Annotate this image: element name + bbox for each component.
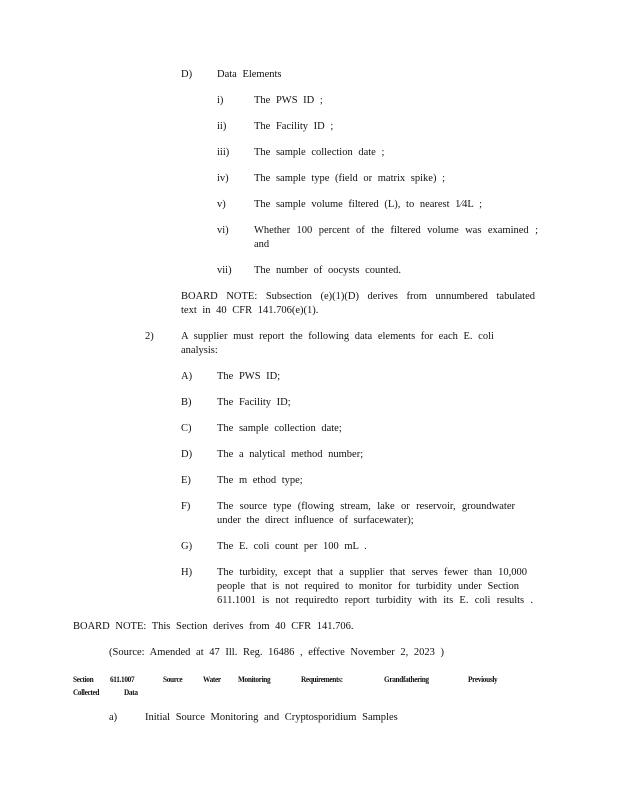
list-item-number: H)	[181, 567, 193, 578]
list-item-text: The a nalytical method number;	[217, 449, 364, 460]
section-2-intro-continued: analysis:	[181, 345, 218, 356]
board-note-line: text in 40 CFR 141.706(e)(1).	[181, 305, 319, 316]
section-d-label: D)	[181, 69, 193, 80]
list-item-text: Whether 100 percent of the filtered volume was examined ;	[254, 225, 538, 236]
list-item-text: The sample collection date ;	[254, 147, 385, 158]
list-item-text: The PWS ID ;	[254, 95, 323, 106]
subsection-a-title: Initial Source Monitoring and Cryptosporidium Samples	[145, 712, 398, 723]
board-note: BOARD NOTE: This Section derives from 40 CFR 141.706.	[73, 621, 354, 632]
board-note-line: BOARD NOTE: Subsection (e)(1)(D) derives from unnumbered tabulated	[181, 291, 535, 302]
section-heading-word: Source	[163, 674, 183, 684]
list-item-text: The sample type (field or matrix spike) ;	[254, 173, 445, 184]
list-item-text: The m ethod type;	[217, 475, 303, 486]
list-item-number: v)	[217, 199, 226, 210]
section-heading-word: Grandfathering	[384, 674, 429, 684]
source-note: (Source: Amended at 47 Ill. Reg. 16486 , effective November 2, 2023 )	[109, 647, 444, 658]
section-heading-word: Water	[203, 674, 221, 684]
list-item-text: The turbidity, except that a supplier that serves fewer than 10,000	[217, 567, 527, 578]
list-item-text: The sample collection date;	[217, 423, 342, 434]
list-item-text-continued: 611.1001 is not requiredto report turbidity with its E. coli results .	[217, 595, 533, 606]
list-item-number: vii)	[217, 265, 232, 276]
list-item-text-continued: people that is not required to monitor for turbidity under Section	[217, 581, 519, 592]
section-heading-word: 611.1007	[110, 674, 135, 684]
list-item-number: iv)	[217, 173, 229, 184]
list-item-text: The number of oocysts counted.	[254, 265, 402, 276]
list-item-text: The Facility ID ;	[254, 121, 334, 132]
section-heading-word: Requirements:	[301, 674, 343, 684]
list-item-number: ii)	[217, 121, 227, 132]
list-item-text: The source type (flowing stream, lake or reservoir, groundwater	[217, 501, 515, 512]
section-2-intro: A supplier must report the following data elements for each E. coli	[181, 331, 494, 342]
list-item-text: The sample volume filtered (L), to nearest 1⁄4L ;	[254, 199, 483, 210]
list-item-text: The PWS ID;	[217, 371, 281, 382]
list-item-number: F)	[181, 501, 191, 512]
list-item-text-continued: under the direct influence of surfacewater);	[217, 515, 414, 526]
section-2-label: 2)	[145, 331, 154, 342]
list-item-number: iii)	[217, 147, 230, 158]
list-item-number: B)	[181, 397, 192, 408]
list-item-number: A)	[181, 371, 193, 382]
section-heading-word: Data	[124, 687, 138, 697]
section-heading-word: Collected	[73, 687, 100, 697]
list-item-number: D)	[181, 449, 193, 460]
list-item-number: C)	[181, 423, 192, 434]
list-item-number: G)	[181, 541, 193, 552]
list-item-text-continued: and	[254, 239, 270, 250]
section-heading-word: Previously	[468, 674, 498, 684]
list-item-number: E)	[181, 475, 191, 486]
section-d-title: Data Elements	[217, 69, 282, 80]
section-heading-word: Section	[73, 674, 94, 684]
list-item-text: The E. coli count per 100 mL .	[217, 541, 367, 552]
section-heading-word: Monitoring	[238, 674, 271, 684]
list-item-text: The Facility ID;	[217, 397, 291, 408]
list-item-number: i)	[217, 95, 224, 106]
list-item-number: vi)	[217, 225, 229, 236]
subsection-a-label: a)	[109, 712, 118, 723]
